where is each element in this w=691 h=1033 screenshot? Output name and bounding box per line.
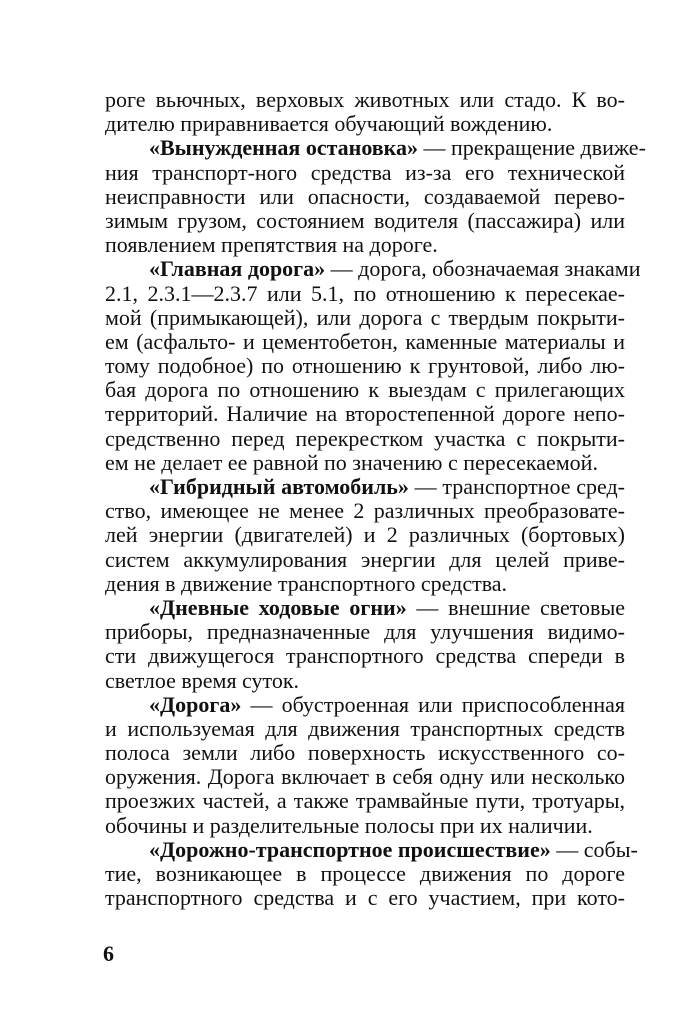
text-line xyxy=(105,596,625,620)
line-text: — дорога, обозначаемая знаками xyxy=(325,256,641,282)
defined-term: «Гибридный автомобиль» xyxy=(149,474,409,499)
text-line xyxy=(105,427,625,451)
defined-term: «Вынужденная остановка» xyxy=(149,135,419,161)
text-line xyxy=(105,765,625,789)
line-text: средственно перед перекрестком участка с покрыти- xyxy=(105,425,625,451)
text-line xyxy=(105,789,625,813)
text-line xyxy=(105,112,625,136)
line-text: транспортного средства и с его участием, при кото- xyxy=(105,885,625,911)
text-line xyxy=(105,282,625,306)
line-text: проезжих частей, а также трамвайные пути, тротуары, xyxy=(105,788,625,814)
text-line xyxy=(105,451,625,475)
line-text: — транспортное сред- xyxy=(408,474,625,499)
defined-term: «Главная дорога» xyxy=(149,256,326,282)
line-text: неисправности или опасности, создаваемой перево- xyxy=(105,183,625,209)
line-text: дителю приравнивается обучающий вождению. xyxy=(105,111,553,137)
text-line xyxy=(105,814,625,838)
line-text: и используемая для движения транспортных средств xyxy=(105,715,625,741)
line-text: зимым грузом, состоянием водителя (пассажира) или xyxy=(105,207,625,233)
line-text: лей энергии (двигателей) и 2 различных (бортовых) xyxy=(105,522,625,548)
text-line xyxy=(105,475,625,499)
text-line xyxy=(105,669,625,693)
text-line xyxy=(105,233,625,257)
line-text: систем аккумулирования энергии для целей приве- xyxy=(105,546,625,572)
text-line xyxy=(105,572,625,596)
line-text: мой (примыкающей), или дорога с твердым покрыти- xyxy=(105,304,625,330)
line-text: — обустроенная или приспособленная xyxy=(241,691,625,717)
text-line xyxy=(105,185,625,209)
text-line xyxy=(105,135,646,161)
line-text: тие, возникающее в процессе движения по дороге xyxy=(105,861,625,886)
text-line xyxy=(105,548,625,572)
line-text: тому подобное) по отношению к грунтовой, либо лю- xyxy=(105,353,625,379)
text-line xyxy=(105,499,625,523)
line-text: дения в движение транспортного средства. xyxy=(105,570,508,596)
text-line xyxy=(105,88,625,112)
line-text: обочины и разделительные полосы при их наличии. xyxy=(105,812,593,838)
page-number: 6 xyxy=(103,941,114,966)
text-line xyxy=(105,402,625,426)
text-line xyxy=(105,644,625,668)
line-text: — собы- xyxy=(550,836,638,862)
text-line xyxy=(105,693,625,717)
text-line xyxy=(105,209,625,233)
line-text: ем (асфальто- и цементобетон, каменные материалы и xyxy=(105,328,625,354)
text-line xyxy=(105,523,625,547)
defined-term: «Дорога» xyxy=(149,691,242,717)
line-text: приборы, предназначенные для улучшения видимо- xyxy=(105,619,625,645)
line-text: оружения. Дорога включает в себя одну или несколько xyxy=(105,764,625,790)
text-line xyxy=(105,836,638,862)
line-text: светлое время суток. xyxy=(105,667,300,693)
defined-term: «Дневные ходовые огни» xyxy=(149,594,407,620)
line-text: — прекращение движе- xyxy=(418,135,646,161)
line-text: — внешние световые xyxy=(406,594,625,620)
line-text: появлением препятствия на дороге. xyxy=(105,232,438,258)
line-text: ния транспорт-ного средства из-за его технической xyxy=(105,159,625,185)
text-line xyxy=(105,161,625,185)
line-text: ство, имеющее не менее 2 различных преобразовате- xyxy=(105,498,625,524)
line-text: сти движущегося транспортного средства спереди в xyxy=(105,643,625,669)
text-line xyxy=(105,862,625,886)
text-line xyxy=(105,741,625,765)
text-line xyxy=(105,256,641,282)
line-text: полоса земли либо поверхность искусственного со- xyxy=(105,740,625,766)
line-text: роге вьючных, верховых животных или стадо. К во- xyxy=(105,87,625,112)
text-line xyxy=(105,378,625,402)
line-text: территорий. Наличие на второстепенной дороге непо- xyxy=(105,401,625,427)
line-text: 2.1, 2.3.1—2.3.7 или 5.1, по отношению к пересекае- xyxy=(105,280,625,306)
text-line xyxy=(105,886,625,910)
line-text: ем не делает ее равной по значению с пересекаемой. xyxy=(105,449,598,475)
text-line xyxy=(105,620,625,644)
line-text: бая дорога по отношению к выездам с прилегающих xyxy=(105,377,625,403)
body-text xyxy=(105,87,646,911)
text-line xyxy=(105,717,625,741)
text-line xyxy=(105,306,625,330)
defined-term: «Дорожно-транспортное происшествие» xyxy=(149,836,551,862)
text-line xyxy=(105,330,625,354)
text-line xyxy=(105,354,625,378)
